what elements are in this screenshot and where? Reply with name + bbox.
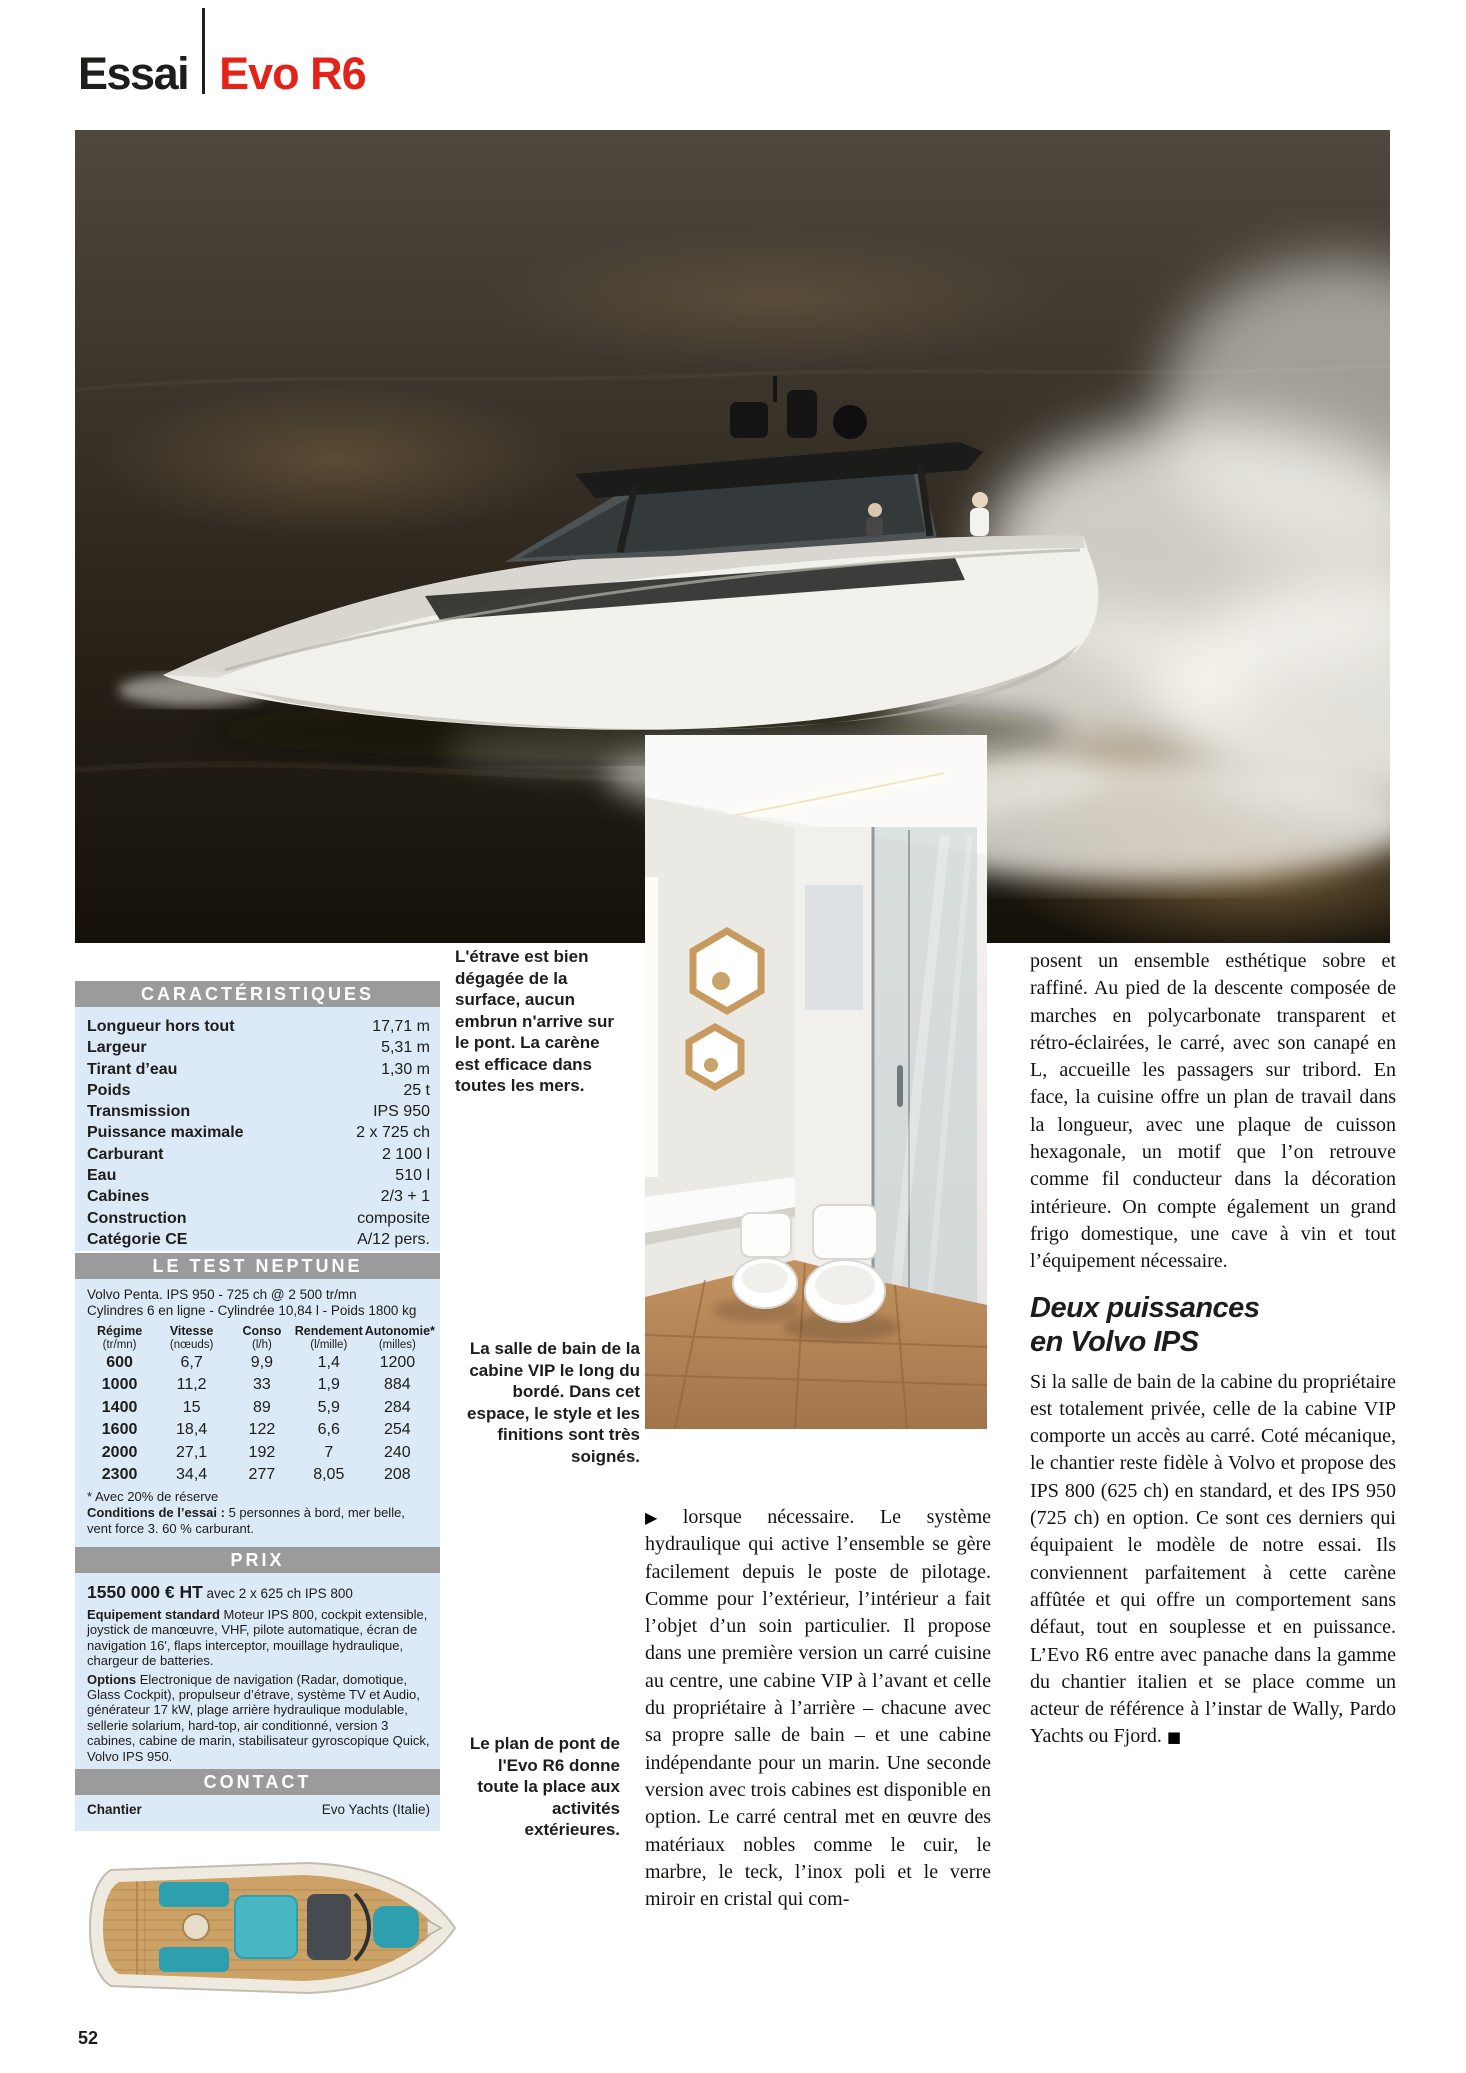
test-table-row: 1000 11,2 33 1,9 884 (101, 1376, 411, 1394)
subheading: Deux puissances en Volvo IPS (1030, 1291, 1260, 1358)
specs-section-header: CARACTÉRISTIQUES (75, 981, 440, 1007)
test-table-header-row: Régime (tr/mn) Vitesse (nœuds) Conso (l/h) Rendement (l/mille) Autonomie* (milles) (97, 1324, 435, 1351)
test-section-header: LE TEST NEPTUNE (75, 1253, 440, 1279)
bathroom-photo (645, 735, 987, 1429)
engine-spec-line: Volvo Penta. IPS 950 - 725 ch @ 2 500 tr/mn (87, 1287, 357, 1302)
price-section-header: PRIX (75, 1547, 440, 1573)
test-table-row: 1600 18,4 122 6,6 254 (101, 1421, 411, 1439)
contact-value: Evo Yachts (Italie) (321, 1802, 430, 1817)
test-conditions: Conditions de l’essai : 5 personnes à bord, mer belle, vent force 3. 60 % carburant. (87, 1505, 405, 1537)
deck-plan-image (75, 1842, 467, 2014)
page-header (78, 8, 366, 99)
article-column-center (645, 1504, 991, 1913)
price-panel (75, 1573, 440, 1769)
test-table-row: 600 6,7 9,9 1,4 1200 (106, 1354, 416, 1371)
spec-row: Puissance maximale 2 x 725 ch (87, 1124, 430, 1142)
caption-bow: L'étrave est bien dégagée de la surface, aucun embrun n'arrive sur le pont. La carène est efficace dans toutes les mers. (455, 947, 614, 1095)
specs-table (75, 1007, 440, 1251)
test-table-row: 2300 34,4 277 8,05 208 (101, 1466, 411, 1484)
price-amount: 1550 000 € HT avec 2 x 625 ch IPS 800 (87, 1582, 353, 1602)
caption-deck-plan: Le plan de pont de l'Evo R6 donne toute la place aux activités extérieures. (469, 1734, 620, 1839)
spec-row: Carburant 2 100 l (87, 1145, 430, 1163)
spec-row: Catégorie CE A/12 pers. (87, 1230, 430, 1248)
contact-label: Chantier (87, 1802, 142, 1817)
test-table (87, 1324, 435, 1486)
engine-spec-line: Cylindres 6 en ligne - Cylindrée 10,84 l - Poids 1800 kg (87, 1303, 417, 1318)
header-divider (202, 8, 205, 94)
caption-bathroom: La salle de bain de la cabine VIP le long du bordé. Dans cet espace, le style et les finitions sont très soignés. (467, 1339, 640, 1466)
contact-section-header: CONTACT (75, 1769, 440, 1795)
reserve-footnote: * Avec 20% de réserve (87, 1489, 219, 1505)
test-table-row: 2000 27,1 192 7 240 (101, 1443, 411, 1461)
article-end-icon: ■ (1166, 1728, 1182, 1747)
spec-row: Cabines 2/3 + 1 (87, 1188, 430, 1206)
spec-row: Largeur 5,31 m (87, 1039, 430, 1057)
spec-row: Poids 25 t (87, 1081, 430, 1099)
spec-row: Construction composite (87, 1209, 430, 1227)
standard-equipment: Equipement standard Moteur IPS 800, cockpit extensible, joystick de manœuvre, VHF, pilote automatique, écran de navigation 16', flaps interceptor, mouillage hydraulique, chargeur de batteries. (87, 1607, 428, 1669)
contact-panel (75, 1795, 440, 1831)
section-kicker: Essai (78, 47, 189, 99)
body-text: posent un ensemble esthétique sobre et raffiné. Au pied de la descente composée de marches en polycarbonate transparent et rétro-éclairées, le carré, avec son canapé en L, accueille les passagers sur tribord. En face, la cuisine offre un plan de travail dans la longueur, avec une plaque de cuisson hexagonale, un motif que l’on retrouve comme fil conducteur dans la décoration intérieure. On compte également un grand frigo domestique, une cave à vin et tout l’équipement nécessaire. (1030, 950, 1396, 1273)
boat-model-title: Evo R6 (219, 47, 366, 99)
continuation-arrow-icon: ▶ (645, 1508, 678, 1527)
spec-row: Tirant d’eau 1,30 m (87, 1060, 430, 1078)
article-column-right (1030, 948, 1396, 1752)
spec-row: Transmission IPS 950 (87, 1103, 430, 1121)
body-text: Si la salle de bain de la cabine du propriétaire est totalement privée, celle de la cabine VIP comporte un accès au carré. Coté mécanique, le chantier reste fidèle à Volvo et propose des IPS 800 (625 ch) en standard, et des IPS 950 (725 ch) en option. Ce sont ces derniers qui équipaient le modèle de notre essai. Ils conviennent parfaitement à cette carène affûtée et qui offre un comportement sans défaut, tout en souplesse et en puissance. L’Evo R6 entre avec panache dans la gamme du chantier italien et se place comme un acteur de référence à l’instar de Wally, Pardo Yachts ou Fjord. ■ (1030, 1370, 1396, 1748)
body-text: ▶ lorsque nécessaire. Le système hydraulique qui active l’ensemble se gère facilement depuis le poste de pilotage. Comme pour l’extérieur, l’intérieur a fait l’objet d’un soin particulier. Il propose dans une première version un carré cuisine au centre, une cabine VIP à l’avant et celle du propriétaire à l’arrière – chacune avec sa propre salle de bain – et une cabine indépendante pour un marin. Une seconde version avec trois cabines est disponible en option. Le carré central met en œuvre des matériaux nobles comme le cuir, le marbre, le teck, l’inox poli et le verre miroir en cristal qui com- (645, 1506, 991, 1911)
test-table-row: 1400 15 89 5,9 284 (101, 1398, 411, 1416)
test-panel (75, 1279, 440, 1547)
page-number: 52 (78, 2028, 99, 2048)
spec-row: Eau 510 l (87, 1167, 430, 1185)
spec-row: Longueur hors tout 17,71 m (87, 1018, 430, 1035)
options-list: Options Electronique de navigation (Radar, domotique, Glass Cockpit), propulseur d’étrave, système TV et Audio, générateur 17 kW, plage arrière hydraulique modulable, sellerie solarium, hard-top, air conditionné, version 3 cabines, cabine de marin, stabilisateur gyroscopique Quick, Volvo IPS 950. (87, 1671, 430, 1764)
